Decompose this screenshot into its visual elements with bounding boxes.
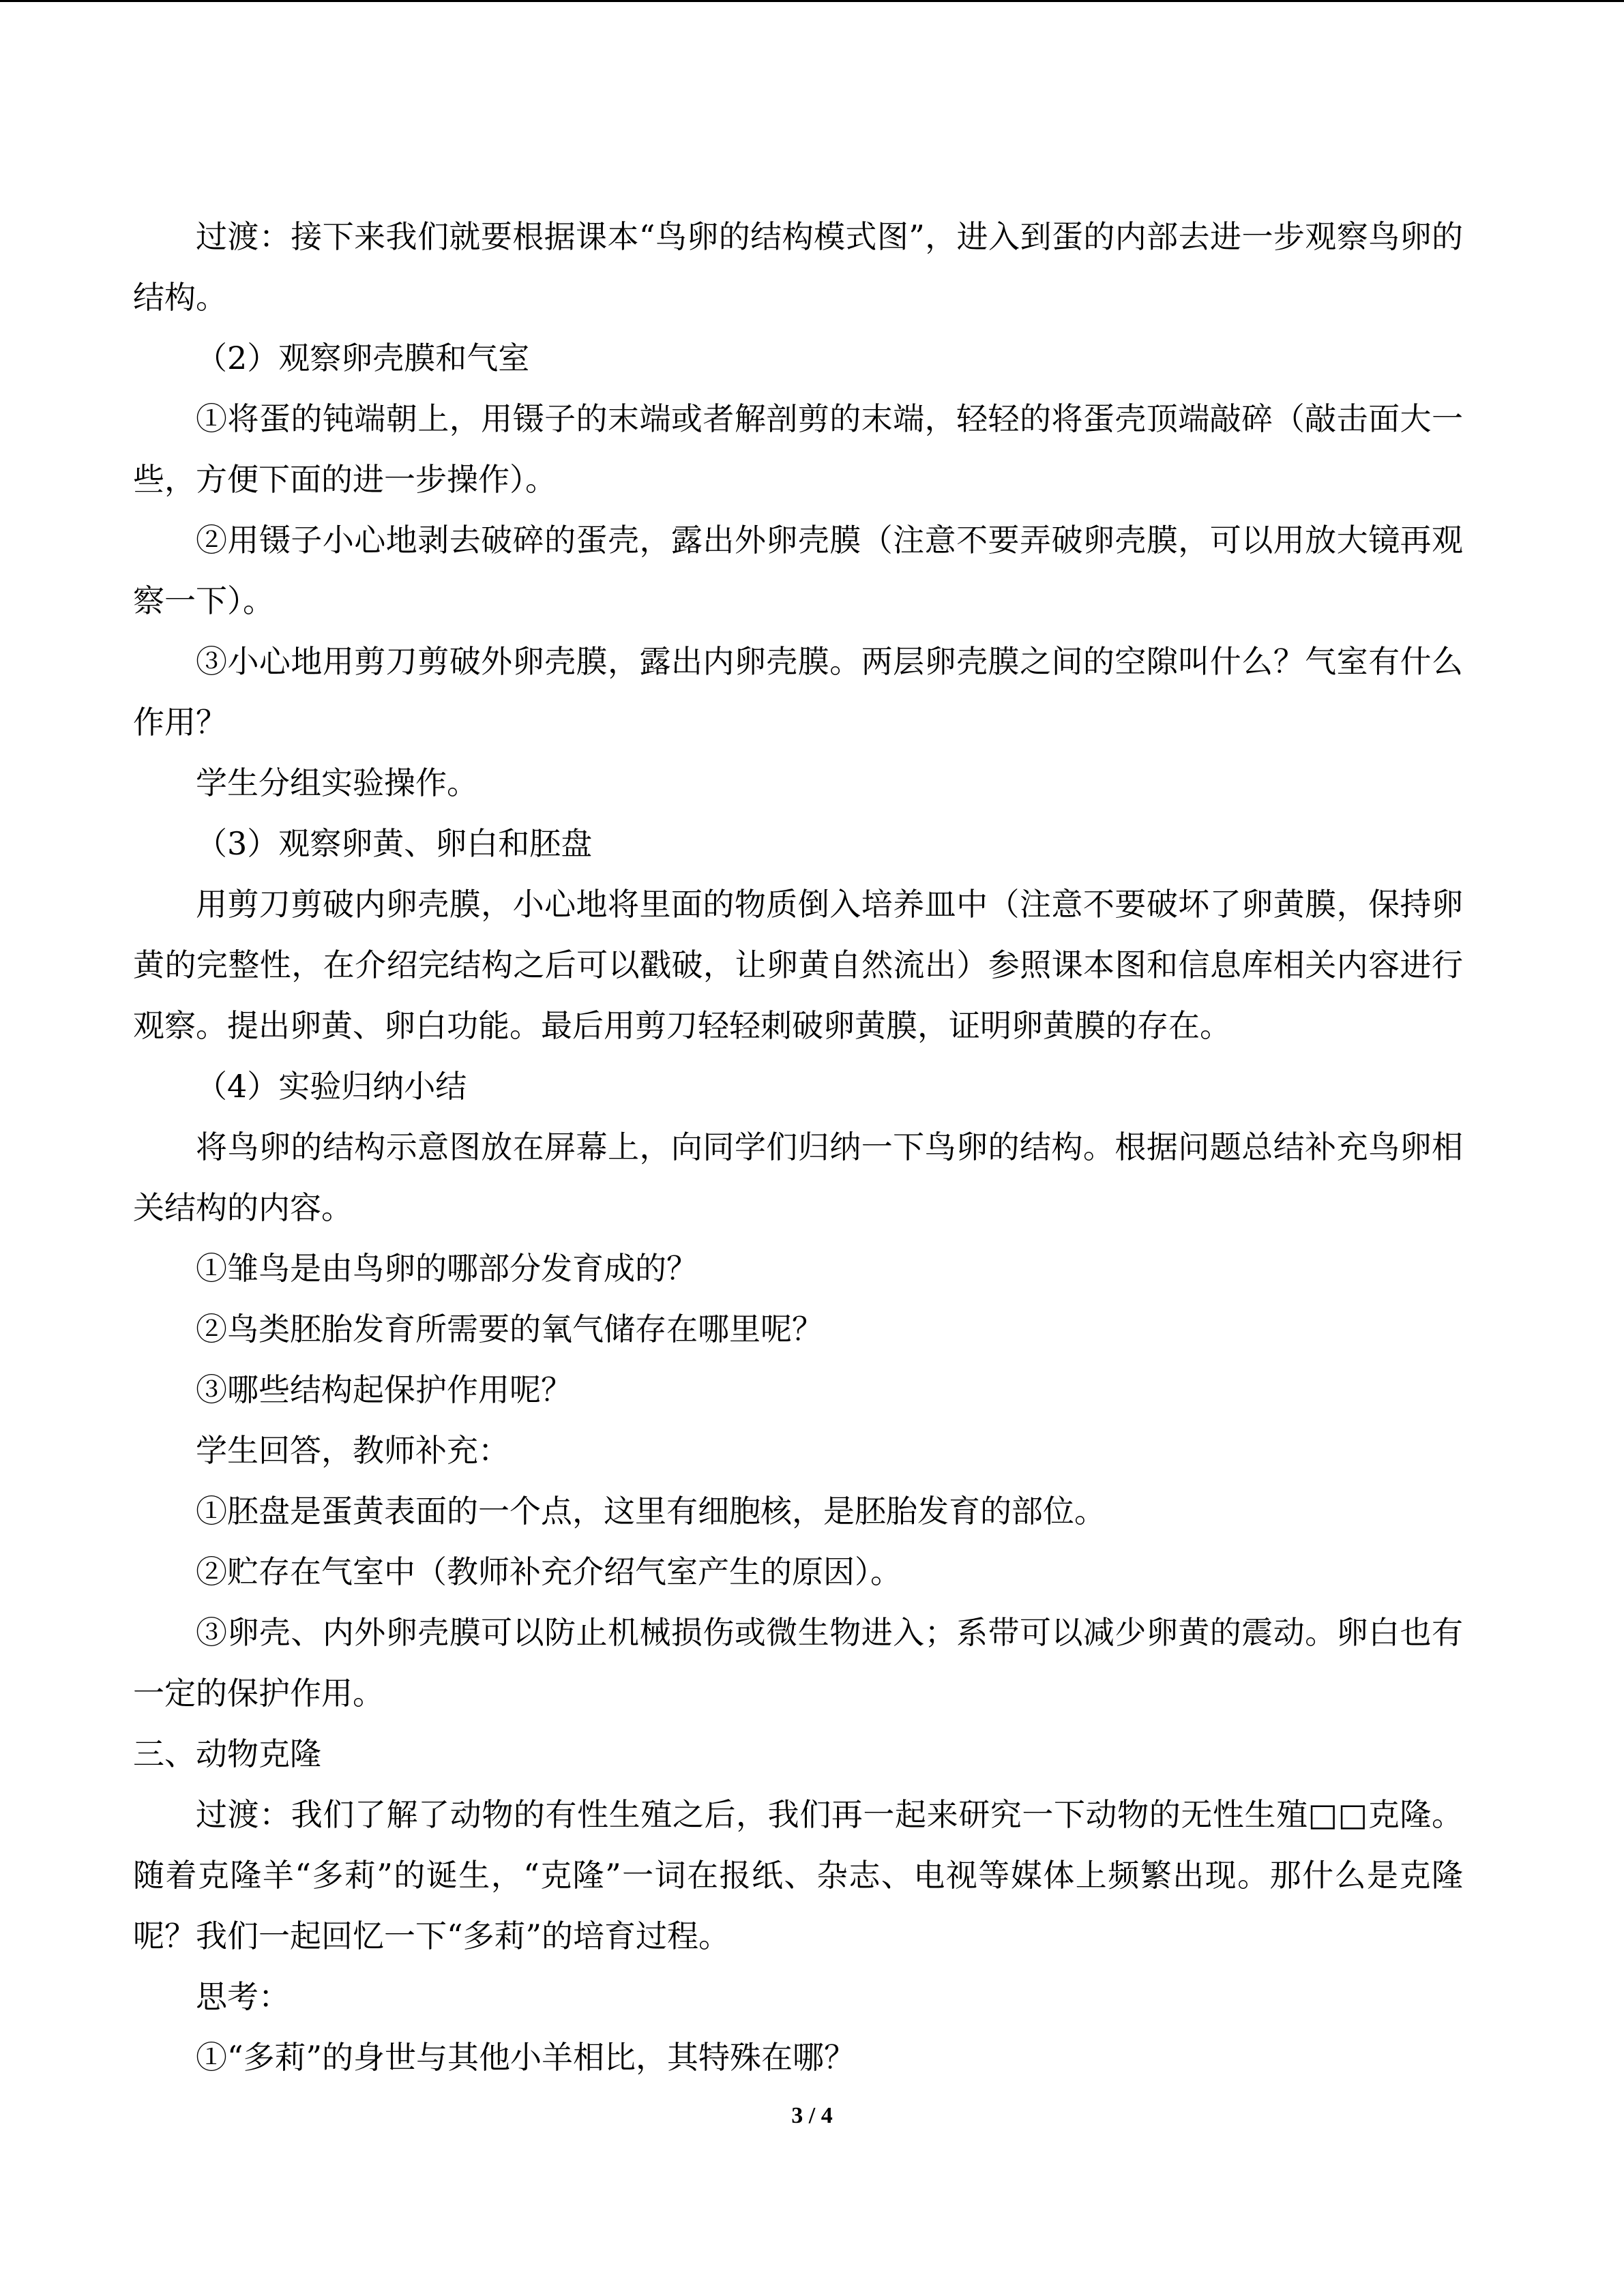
paragraph-summary-intro: 将鸟卵的结构示意图放在屏幕上，向同学们归纳一下鸟卵的结构。根据问题总结补充鸟卵相关结构的内容。: [133, 1129, 1463, 1226]
page-number: 3 / 4: [791, 2103, 833, 2128]
step-3-cut-outer-membrane: ③小心地用剪刀剪破外卵壳膜，露出内卵壳膜。两层卵壳膜之间的空隙叫什么？气室有什么作用？: [133, 643, 1463, 741]
question-1: ①雏鸟是由鸟卵的哪部分发育成的？: [196, 1250, 698, 1287]
answer-1: ①胚盘是蛋黄表面的一个点，这里有细胞核，是胚胎发育的部位。: [196, 1493, 1106, 1530]
paragraph-transition-2: 过渡：我们了解了动物的有性生殖之后，我们再一起来研究一下动物的无性生殖□□克隆。随着克隆羊“多莉”的诞生，“克隆”一词在报纸、杂志、电视等媒体上频繁出现。那什么是克隆呢？我们一起回忆一下“多莉”的培育过程。: [133, 1796, 1463, 1954]
heading-observe-yolk: （3）观察卵黄、卵白和胚盘: [196, 825, 593, 862]
paragraph-group-experiment: 学生分组实验操作。: [196, 764, 478, 801]
step-2-peel-shell: ②用镊子小心地剥去破碎的蛋壳，露出外卵壳膜（注意不要弄破卵壳膜，可以用放大镜再观察一下）。: [133, 522, 1463, 619]
question-2: ②鸟类胚胎发育所需要的氧气储存在哪里呢？: [196, 1311, 823, 1347]
heading-observe-shell-membrane: （2）观察卵壳膜和气室: [196, 340, 530, 376]
heading-experiment-summary: （4）实验归纳小结: [196, 1068, 467, 1105]
question-3: ③哪些结构起保护作用呢？: [196, 1371, 572, 1408]
paragraph-think: 思考：: [196, 1978, 290, 2015]
paragraph-teacher-supplement: 学生回答，教师补充：: [196, 1432, 510, 1469]
paragraph-cut-inner-membrane: 用剪刀剪破内卵壳膜，小心地将里面的物质倒入培养皿中（注意不要破坏了卵黄膜，保持卵黄的完整性，在介绍完结构之后可以戳破，让卵黄自然流出）参照课本图和信息库相关内容进行观察。提出卵黄、卵白功能。最后用剪刀轻轻刺破卵黄膜，证明卵黄膜的存在。: [133, 886, 1463, 1044]
paragraph-transition-1: 过渡：接下来我们就要根据课本“鸟卵的结构模式图”，进入到蛋的内部去进一步观察鸟卵的结构。: [133, 218, 1463, 316]
answer-3: ③卵壳、内外卵壳膜可以防止机械损伤或微生物进入；系带可以减少卵黄的震动。卵白也有一定的保护作用。: [133, 1614, 1463, 1712]
document-body: [133, 207, 1463, 2088]
answer-2: ②贮存在气室中（教师补充介绍气室产生的原因）。: [196, 1553, 902, 1590]
section-heading-animal-cloning: 三、动物克隆: [133, 1735, 321, 1772]
question-dolly: ①“多莉”的身世与其他小羊相比，其特殊在哪？: [196, 2039, 856, 2076]
step-1-crack-shell: ①将蛋的钝端朝上，用镊子的末端或者解剖剪的末端，轻轻的将蛋壳顶端敲碎（敲击面大一些，方便下面的进一步操作）。: [133, 400, 1463, 498]
